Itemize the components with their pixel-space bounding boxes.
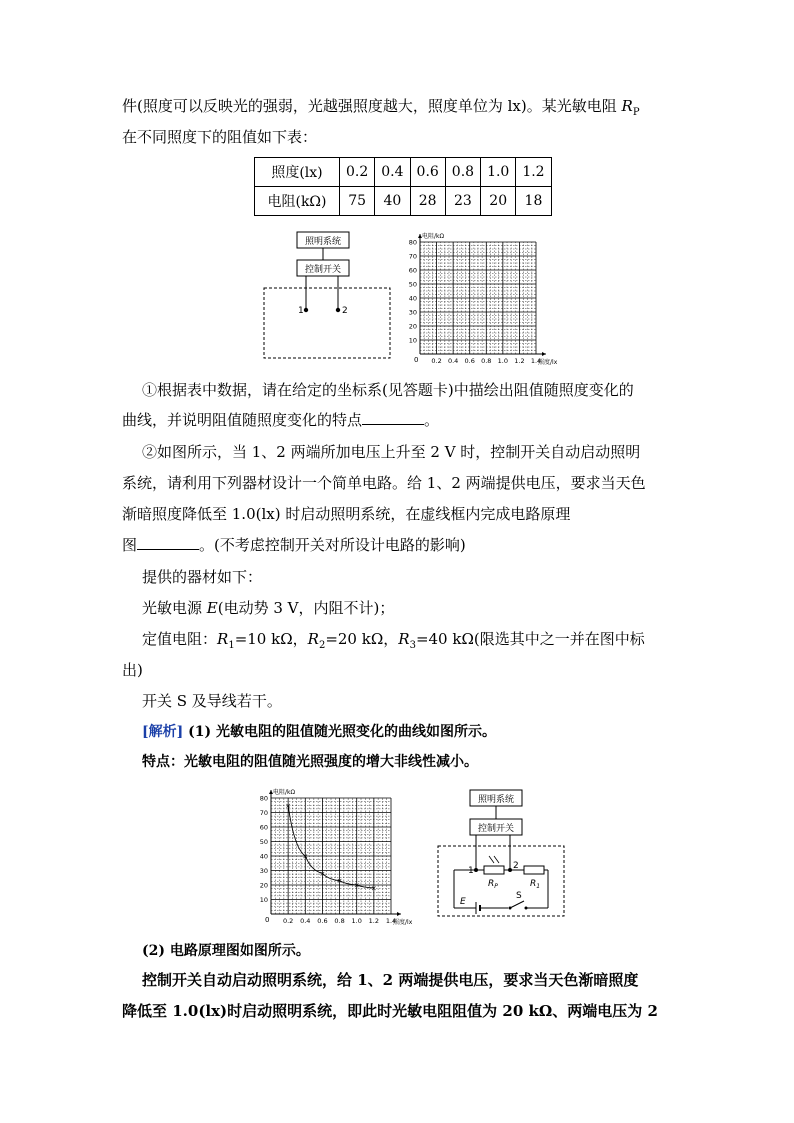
answer-blank-1[interactable] (362, 410, 424, 425)
y-tick-label: 20 (259, 881, 268, 890)
question-2-line-1: ②如图所示，当 1、2 两端所加电压上升至 2 V 时，控制开关自动启动照明 (142, 443, 641, 461)
table-cell: 28 (410, 187, 445, 216)
y-tick-label: 70 (408, 252, 417, 261)
control-switch-label-2: 控制开关 (477, 824, 515, 834)
x-tick-label: 1.2 (368, 917, 380, 925)
solution-line-1 (142, 722, 496, 742)
resistor-label: 定值电阻： (142, 630, 218, 648)
equipment-source (142, 598, 394, 618)
x-tick-label: 0.2 (431, 357, 442, 365)
equipment-title: 提供的器材如下： (142, 568, 263, 586)
solution-body-1: 控制开关自动启动照明系统，给 1、2 两端提供电压，要求当天色渐暗照度 (142, 971, 639, 989)
question-2-line-3: 渐暗照度降低至 1.0(lx) 时启动照明系统，在虚线框内完成电路原理 (122, 505, 571, 523)
y-tick-label: 70 (259, 809, 268, 817)
x-axis-arrow (542, 352, 546, 356)
lighting-system-label-2: 照明系统 (477, 795, 515, 805)
x-axis-label: 照度/lx (538, 359, 558, 366)
fixed-resistor-symbol (524, 866, 544, 874)
table-cell: 18 (516, 187, 551, 216)
equipment-switch: 开关 S 及导线若干。 (142, 692, 282, 710)
data-point: × (353, 881, 360, 890)
control-switch-label: 控制开关 (304, 265, 342, 275)
y-tick-label: 40 (408, 294, 417, 303)
chart-resistance-curve (255, 784, 455, 928)
r1-value: =10 kΩ， (234, 630, 308, 648)
y-tick-label: 10 (408, 336, 417, 345)
table-cell: 0.6 (410, 158, 445, 187)
question-1-line-2 (122, 410, 439, 430)
y-axis-label: 电阻/kΩ (422, 233, 445, 240)
switch-symbol (510, 901, 524, 908)
data-point: × (336, 877, 343, 886)
terminal-2-label: 2 (342, 306, 348, 316)
x-tick-label: 1.0 (351, 917, 362, 925)
x-tick-label: 1.2 (514, 357, 525, 365)
intro-line-1 (122, 96, 640, 123)
r1-label: $R_1$ (530, 879, 541, 890)
table-cell: 1.0 (481, 158, 516, 187)
solution-feature: 特点：光敏电阻的阻值随光照强度的增大非线性减小。 (142, 754, 478, 770)
intro-text-1: 件(照度可以反映光的强弱，光越强照度越大，照度单位为 lx)。某光敏电阻 (122, 97, 622, 115)
x-tick-label: 0.6 (464, 357, 475, 365)
emf-label: E (460, 897, 466, 907)
question-1-end: 。 (424, 411, 440, 429)
lighting-system-label: 照明系统 (304, 237, 342, 247)
x-tick-label: 1.0 (497, 357, 509, 365)
table-header-resistance: 电阻(kΩ) (255, 187, 340, 216)
y-tick-label: 30 (259, 867, 268, 875)
x-tick-label: 1.4 (530, 357, 542, 365)
x-tick-label: 0.4 (447, 357, 459, 365)
y-tick-label: 80 (259, 794, 268, 803)
x-tick-label: 0.4 (300, 917, 311, 925)
y-tick-label: 40 (259, 852, 268, 861)
x-tick-label: 0.8 (481, 357, 492, 365)
table-cell: 0.8 (445, 158, 480, 187)
x-axis-label: 照度/lx (393, 919, 413, 926)
data-point: × (285, 801, 292, 810)
r2-subscript: 2 (318, 640, 326, 651)
solution-tag: [解析] (142, 724, 184, 740)
question-2-text-a: 图 (122, 536, 138, 554)
solution-body-2: 降低至 1.0(lx)时启动照明系统，即此时光敏电阻阻值为 20 kΩ、两端电压为 2 (122, 1002, 658, 1020)
y-axis-label: 电阻/kΩ (273, 789, 296, 796)
y-tick-label: 10 (259, 896, 268, 904)
table-cell: 20 (481, 187, 516, 216)
y-tick-label: 50 (259, 838, 268, 846)
data-point: × (302, 852, 309, 861)
r2-value: =20 kΩ， (325, 630, 399, 648)
dashed-design-box (264, 288, 390, 358)
origin-label: 0 (265, 916, 270, 924)
table-header-illuminance: 照度(lx) (255, 158, 340, 187)
y-tick-label: 30 (408, 308, 417, 317)
terminal-1-label: 1 (298, 306, 304, 316)
question-1-line-1: ①根据表中数据，请在给定的坐标系(见答题卡)中描绘出阻值随照度变化的 (142, 381, 634, 399)
x-tick-label: 0.6 (317, 917, 328, 925)
x-tick-label: 0.8 (334, 917, 345, 925)
y-tick-label: 60 (408, 266, 417, 275)
figure2-circuit-diagram (436, 786, 568, 920)
table-cell: 75 (340, 187, 375, 216)
table-cell: 23 (445, 187, 480, 216)
equipment-source-spec: (电动势 3 V，内阻不计)； (217, 599, 395, 617)
x-axis-arrow (397, 912, 401, 916)
table-cell: 0.2 (340, 158, 375, 187)
table-row (255, 158, 552, 187)
y-tick-label: 60 (259, 823, 268, 832)
equipment-resistors (142, 629, 645, 656)
table-cell: 0.4 (375, 158, 410, 187)
answer-blank-2[interactable] (137, 535, 199, 550)
y-tick-label: 80 (408, 238, 417, 247)
table-cell: 1.2 (516, 158, 551, 187)
y-tick-label: 20 (408, 322, 417, 331)
question-2-line-4 (122, 535, 466, 555)
illuminance-resistance-table (254, 157, 552, 216)
intro-line-2: 在不同照度下的阻值如下表： (122, 128, 318, 146)
terminal-2-label-2: 2 (513, 861, 519, 871)
r1-subscript: 1 (228, 640, 235, 651)
question-2-line-2: 系统，请利用下列器材设计一个简单电路。给 1、2 两端提供电压，要求当天色 (122, 474, 646, 492)
data-point: × (370, 884, 377, 893)
equipment-resistors-cont: 出) (122, 661, 143, 679)
data-point: × (319, 869, 326, 878)
solution-part-1: (1) 光敏电阻的阻值随光照变化的曲线如图所示。 (183, 724, 496, 740)
question-1-text: 曲线，并说明阻值随照度变化的特点 (122, 411, 363, 429)
rp-label: $R_P$ (488, 879, 498, 890)
y-tick-label: 50 (408, 280, 417, 289)
chart-empty-grid (404, 226, 574, 366)
r3-subscript: 3 (409, 640, 416, 651)
x-tick-label: 0.2 (282, 917, 294, 925)
r1-symbol: R (217, 630, 229, 648)
table-row (255, 187, 552, 216)
rp-symbol: R (621, 97, 633, 115)
equipment-source-text: 光敏电源 (142, 599, 207, 617)
rp-subscript: P (632, 107, 640, 118)
x-tick-label: 1.4 (385, 917, 397, 925)
origin-label: 0 (414, 356, 419, 364)
switch-label: S (516, 891, 522, 901)
r3-value: =40 kΩ(限选其中之一并在图中标 (415, 630, 645, 648)
table-cell: 40 (375, 187, 410, 216)
r2-symbol: R (307, 630, 319, 648)
r3-symbol: R (398, 630, 410, 648)
figure1-circuit-frame (262, 228, 394, 364)
emf-symbol: E (206, 599, 218, 617)
photoresistor-symbol (484, 866, 504, 874)
terminal-1-label-2: 1 (468, 866, 474, 876)
solution-line-2: (2) 电路原理图如图所示。 (142, 943, 310, 959)
question-2-text-b: 。(不考虑控制开关对所设计电路的影响) (199, 536, 466, 554)
